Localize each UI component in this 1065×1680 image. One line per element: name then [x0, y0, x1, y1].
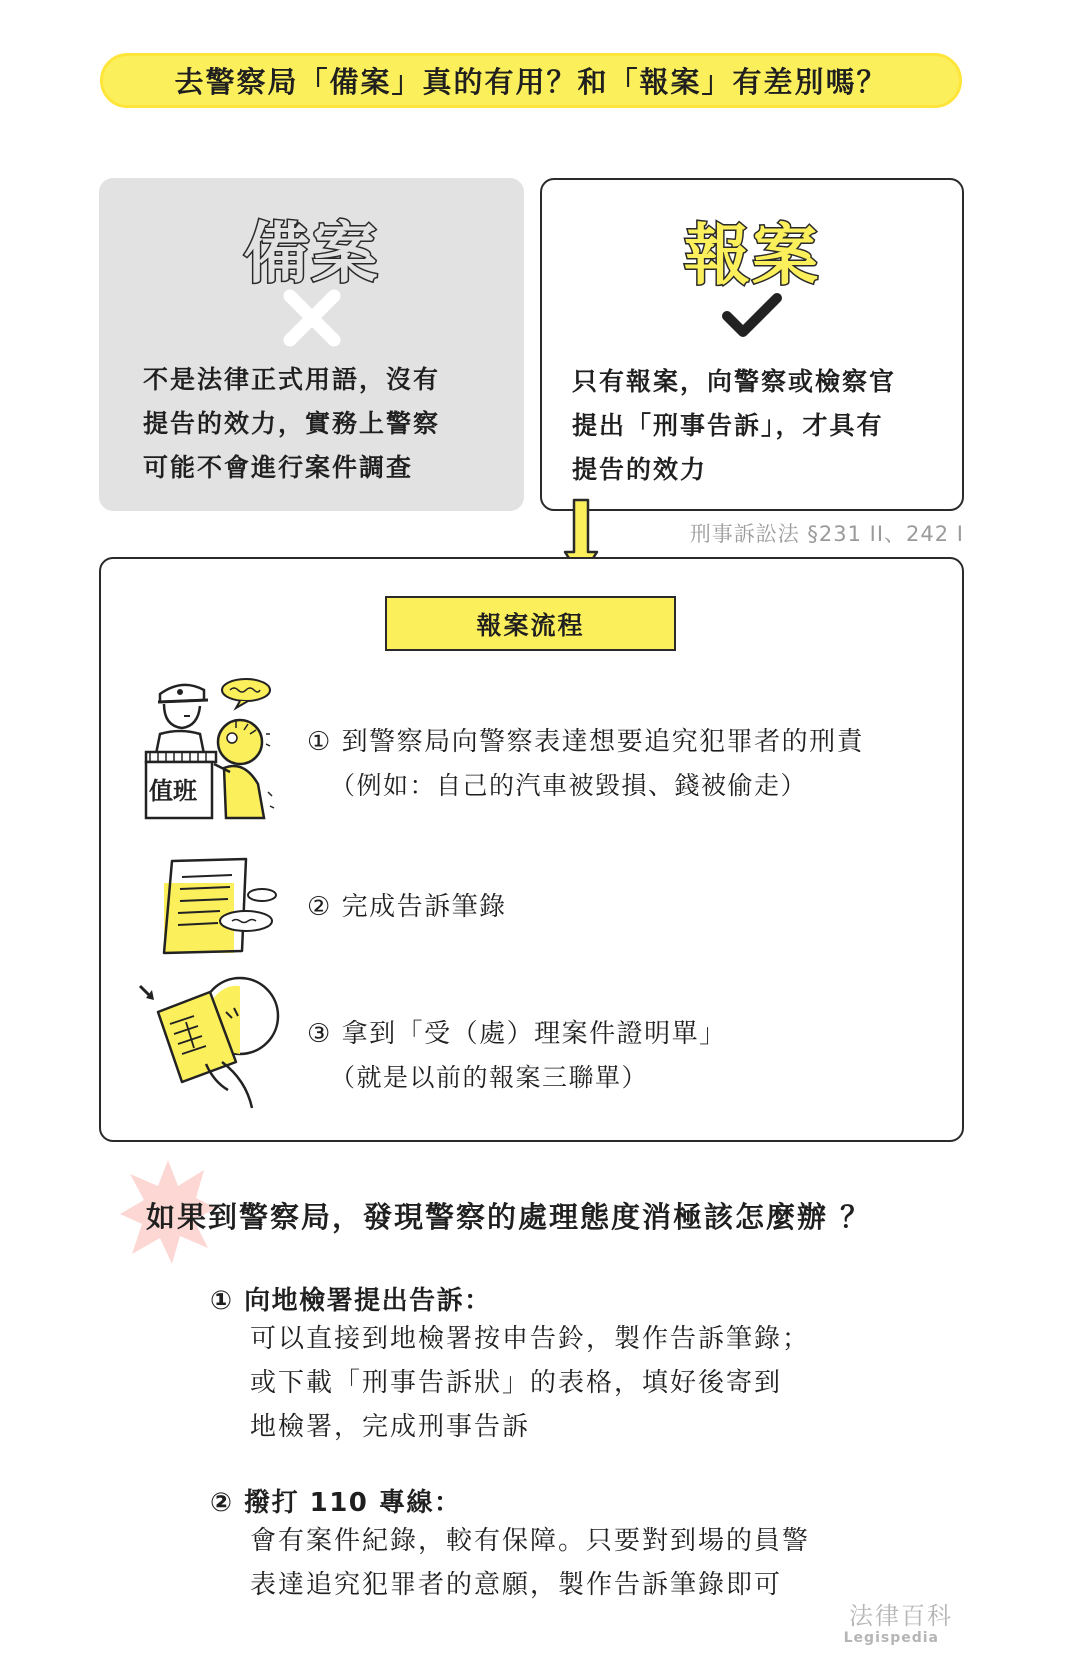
- step-3-text: ③ 拿到「受（處）理案件證明單」: [307, 1019, 727, 1049]
- report-process-title: 報案流程: [385, 596, 676, 651]
- step-1-subtext: （例如：自己的汽車被毀損、錢被偷走）: [330, 771, 808, 800]
- answer-line: 地檢署，完成刑事告訴: [250, 1412, 531, 1442]
- step-3-subtext: （就是以前的報案三聯單）: [330, 1063, 649, 1092]
- step-2-text: ② 完成告訴筆錄: [307, 892, 507, 922]
- desc-line: 不是法律正式用語，沒有: [143, 365, 441, 394]
- answer-line: 或下載「刑事告訴狀」的表格，填好後寄到: [250, 1368, 783, 1398]
- police-desk-illustration: [140, 672, 290, 822]
- law-citation: 刑事訴訟法 §231 II、242 I: [689, 522, 964, 546]
- card-filing-record-heading: 備案: [243, 215, 380, 292]
- desc-line: 提告的效力: [572, 455, 708, 484]
- desc-line: 提告的效力，實務上警察: [143, 409, 441, 438]
- step-1-text: ① 到警察局向警察表達想要追究犯罪者的刑責: [307, 727, 865, 757]
- check-icon: [721, 290, 783, 340]
- answer-1-body: [250, 1317, 810, 1449]
- document-illustration: [158, 855, 288, 955]
- card-filing-record: [99, 178, 524, 511]
- answer-line: 表達追究犯罪者的意願，製作告訴筆錄即可: [250, 1570, 783, 1600]
- desc-line: 只有報案，向警察或檢察官: [572, 367, 897, 396]
- card-report-case: [540, 178, 964, 511]
- answer-2-body: [250, 1519, 810, 1607]
- title-banner: [100, 53, 962, 108]
- card-report-case-description: [572, 360, 932, 492]
- card-filing-record-description: [143, 358, 494, 490]
- brand-logo-zh: 法律百科: [849, 1602, 953, 1630]
- receipt-illustration: [136, 972, 286, 1112]
- desk-sign-label: 值班: [149, 777, 197, 805]
- desc-line: 提出「刑事告訴」，才具有: [572, 411, 884, 440]
- card-report-case-heading: 報案: [684, 217, 820, 294]
- brand-logo-en: Legispedia: [843, 1630, 939, 1646]
- answer-line: 會有案件紀錄，較有保障。只要對到場的員警: [250, 1526, 811, 1556]
- cross-icon: [282, 288, 342, 348]
- answer-line: 可以直接到地檢署按申告鈴，製作告訴筆錄；: [250, 1324, 811, 1354]
- answer-2-heading: ② 撥打 110 專線：: [210, 1488, 462, 1518]
- answer-1-heading: ① 向地檢署提出告訴：: [210, 1286, 492, 1316]
- page-title: 去警察局「備案」真的有用？和「報案」有差別嗎？: [174, 65, 888, 99]
- desc-line: 可能不會進行案件調查: [143, 453, 414, 482]
- question-heading: 如果到警察局，發現警察的處理態度消極該怎麼辦 ？: [146, 1200, 872, 1234]
